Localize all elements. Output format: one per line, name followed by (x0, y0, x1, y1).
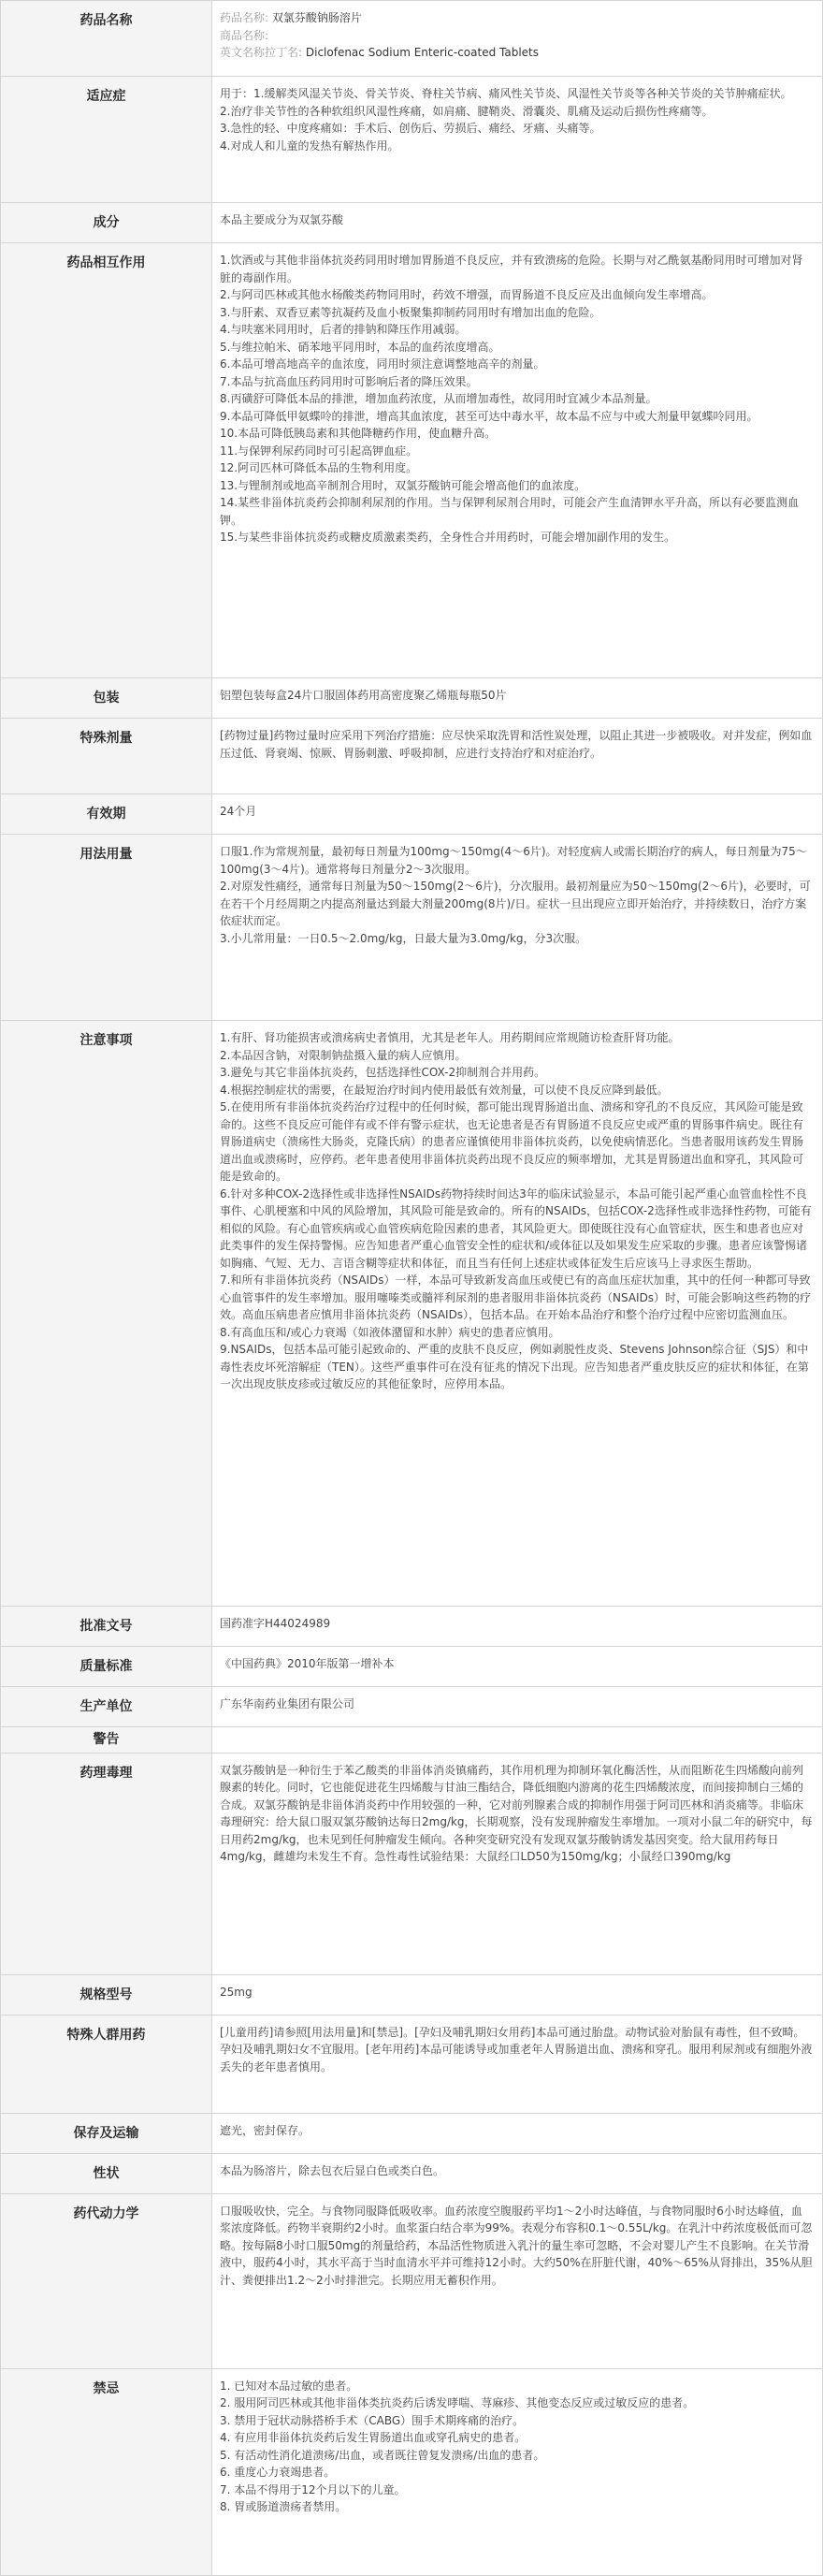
label-pharmacokinetics: 药代动力学 (1, 2193, 212, 2368)
row-interaction (1, 243, 823, 678)
row-overdose (1, 719, 823, 794)
value-spec: 25mg (212, 1974, 823, 2015)
label-drug-name: 药品名称 (1, 1, 212, 77)
interaction-item: 8.丙磺舒可降低本品的排泄，增加血药浓度，从而增加毒性，故同用时宜减少本品剂量。 (220, 392, 657, 405)
label-special-population: 特殊人群用药 (1, 2015, 212, 2113)
row-dosage (1, 835, 823, 1021)
contraindication-item: 5. 有活动性消化道溃疡/出血，或者既往曾复发溃疡/出血的患者。 (220, 2448, 545, 2462)
generic-name-line (220, 9, 813, 27)
label-contraindications: 禁忌 (1, 2368, 212, 2575)
row-indication (1, 77, 823, 203)
value-interaction (212, 243, 823, 678)
dosage-item: 3.小儿常用量：一日0.5～2.0mg/kg，日最大量为3.0mg/kg，分3次服。 (220, 931, 587, 945)
interaction-item: 3.与肝素、双香豆素等抗凝药及血小板聚集抑制药同用时有增加出血的危险。 (220, 305, 601, 319)
value-property: 本品为肠溶片，除去包衣后显白色或类白色。 (212, 2153, 823, 2193)
precaution-item: 7.和所有非甾体抗炎药（NSAIDs）一样，本品可导致新发高血压或使已有的高血压症状加重，其中的任何一种都可导致心血管事件的发生率增加。服用噻嗪类或髓袢利尿剂的患者服用非甾体抗炎药（NSAIDs）时，可能会影响这些药物的疗效。高血压病患者应慎用非甾体抗炎药（NSAIDs），包括本品。在开始本品治疗和整个治疗过程中应密切监测血压。 (220, 1273, 812, 1321)
interaction-item: 5.与维拉帕米、硝苯地平同用时，本品的血药浓度增高。 (220, 340, 500, 354)
label-pharmacology: 药理毒理 (1, 1753, 212, 1974)
label-validity: 有效期 (1, 794, 212, 835)
interaction-item: 4.与呋塞米同用时，后者的排钠和降压作用减弱。 (220, 323, 467, 336)
value-validity: 24个月 (212, 794, 823, 835)
row-pharmacology (1, 1753, 823, 1974)
label-indication: 适应症 (1, 77, 212, 203)
row-special-population (1, 2015, 823, 2113)
precaution-item: 2.本品因含钠，对限制钠盐摄入量的病人应慎用。 (220, 1048, 467, 1062)
precaution-item: 5.在使用所有非甾体抗炎药治疗过程中的任何时候，都可能出现胃肠道出血、溃疡和穿孔的不良反应，其风险可能是致命的。这些不良反应可能伴有或不伴有警示症状，也无论患者是否有胃肠道不良反应史或严重的胃肠事件病史。既往有胃肠道病史（溃疡性大肠炎，克隆氏病）的患者应谨慎使用非甾体抗炎药，以免使病情恶化。当患者服用该药发生胃肠道出血或溃疡时，应停药。老年患者使用非甾体抗炎药出现不良反应的频率增加，尤其是胃肠道出血和穿孔，其风险可能是致命的。 (220, 1100, 804, 1183)
contraindication-item: 4. 有应用非甾体抗炎药后发生胃肠道出血或穿孔病史的患者。 (220, 2431, 527, 2444)
row-property (1, 2153, 823, 2193)
label-overdose: 特殊剂量 (1, 719, 212, 794)
label-ingredient: 成分 (1, 203, 212, 243)
precaution-item: 1.有肝、肾功能损害或溃疡病史者慎用，尤其是老年人。用药期间应常规随访检查肝肾功能。 (220, 1031, 680, 1044)
contraindication-item: 3. 禁用于冠状动脉搭桥手术（CABG）围手术期疼痛的治疗。 (220, 2413, 525, 2427)
value-contraindications (212, 2368, 823, 2575)
label-approval: 批准文号 (1, 1607, 212, 1647)
precaution-item: 6.针对多种COX-2选择性或非选择性NSAIDs药物持续时间达3年的临床试验显示，本品可能引起严重心血管血栓性不良事件、心肌梗塞和中风的风险增加，其风险可能是致命的。所有的NSAIDs，包括COX-2选择性或非选择性药物，可能有相似的风险。有心血管疾病或心血管疾病危险因素的患者，其风险更大。即使既往没有心血管症状，医生和患者也应对此类事件的发生保持警惕。应告知患者严重心血管安全性的症状和/或体征以及如果发生应采取的步骤。患者应该警惕诸如胸痛、气短、无力、言语含糊等症状和体征，而且当有任何上述症状或体征发生后应该马上寻求医生帮助。 (220, 1186, 812, 1270)
precaution-item: 3.避免与其它非甾体抗炎药，包括选择性COX-2抑制剂合并用药。 (220, 1066, 546, 1079)
row-package (1, 678, 823, 719)
label-warning: 警告 (1, 1727, 212, 1754)
label-manufacturer: 生产单位 (1, 1687, 212, 1727)
value-dosage (212, 835, 823, 1021)
value-overdose: [药物过量]药物过量时应采用下列治疗措施：应尽快采取洗胃和活性炭处理，以阻止其进一步被吸收。对并发症，例如血压过低、肾衰竭、惊厥、胃肠刺激、呼吸抑制，应进行支持治疗和对症治疗。 (212, 719, 823, 794)
row-standard (1, 1647, 823, 1687)
precaution-item: 8.有高血压和/或心力衰竭（如液体潴留和水肿）病史的患者应慎用。 (220, 1325, 560, 1339)
interaction-item: 13.与锂制剂或地高辛制剂合用时，双氯芬酸钠可能会增高他们的血浓度。 (220, 478, 586, 492)
value-storage: 遮光，密封保存。 (212, 2113, 823, 2153)
interaction-item: 6.本品可增高地高辛的血浓度，同用时须注意调整地高辛的剂量。 (220, 357, 545, 371)
row-pharmacokinetics (1, 2193, 823, 2368)
interaction-item: 12.阿司匹林可降低本品的生物利用度。 (220, 461, 418, 474)
label-spec: 规格型号 (1, 1974, 212, 2015)
row-contraindications (1, 2368, 823, 2575)
label-property: 性状 (1, 2153, 212, 2193)
trade-name-line (220, 27, 813, 45)
interaction-item: 11.与保钾利尿药同时可引起高钾血症。 (220, 444, 418, 458)
value-manufacturer: 广东华南药业集团有限公司 (212, 1687, 823, 1727)
value-indication (212, 77, 823, 203)
contraindication-item: 7. 本品不得用于12个月以下的儿童。 (220, 2482, 406, 2496)
indication-item: 用于：1.缓解类风湿关节炎、骨关节炎、脊柱关节病、痛风性关节炎、风湿性关节炎等各种关节炎的关节肿痛症状。 (220, 87, 792, 100)
value-drug-name (212, 1, 823, 77)
contraindication-item: 1. 已知对本品过敏的患者。 (220, 2379, 358, 2393)
row-approval (1, 1607, 823, 1647)
label-dosage: 用法用量 (1, 835, 212, 1021)
dosage-item: 2.对原发性痛经，通常每日剂量为50～150mg(2～6片)，分次服用。最初剂量应为50～150mg(2～6片)，必要时，可在若干个月经周期之内提高剂量达到最大剂量200mg(8片)/日。症状一旦出现应立即开始治疗，并持续数日，治疗方案依症状而定。 (220, 880, 811, 927)
row-manufacturer (1, 1687, 823, 1727)
value-approval: 国药准字H44024989 (212, 1607, 823, 1647)
value-pharmacokinetics: 口服吸收快，完全。与食物同服降低吸收率。血药浓度空腹服药平均1～2小时达峰值，与食物同服时6小时达峰值，血浆浓度降低。药物半衰期约2小时。血浆蛋白结合率为99%。表观分布容积0.1～0.55L/kg。在乳汁中药浓度极低而可忽略。按每隔8小时口服50mg的剂量给药，本品活性物质进入乳汁的量生率可忽略，不会对婴儿产生不良影响。在关节滑液中，服药4小时，其水平高于当时血清水平并可维持12小时。大约50%在肝脏代谢，40%～65%从肾排出，35%从胆汁、粪便排出1.2～2小时排泄完。长期应用无蓄积作用。 (212, 2193, 823, 2368)
label-storage: 保存及运输 (1, 2113, 212, 2153)
dosage-item: 口服1.作为常规剂量，最初每日剂量为100mg～150mg(4～6片)。对轻度病人或需长期治疗的病人，每日剂量为75～100mg(3～4片)。通常将每日剂量分2～3次服用。 (220, 845, 807, 876)
contraindication-item: 2. 服用阿司匹林或其他非甾体类抗炎药后诱发哮喘、荨麻疹、其他变态反应或过敏反应的患者。 (220, 2396, 695, 2409)
row-spec (1, 1974, 823, 2015)
english-name-line (220, 44, 813, 62)
interaction-item: 10.本品可降低胰岛素和其他降糖药作用，使血糖升高。 (220, 427, 497, 440)
label-interaction: 药品相互作用 (1, 243, 212, 678)
trade-name-key: 商品名称: (220, 28, 269, 42)
interaction-item: 1.饮酒或与其他非甾体抗炎药同用时增加胃肠道不良反应，并有致溃疡的危险。长期与对乙酰氨基酚同用时可增加对肾脏的毒副作用。 (220, 254, 803, 284)
row-warning (1, 1727, 823, 1754)
row-validity (1, 794, 823, 835)
indication-item: 4.对成人和儿童的发热有解热作用。 (220, 138, 399, 153)
label-package: 包装 (1, 678, 212, 719)
indication-item: 3.急性的轻、中度疼痛如：手术后、创伤后、劳损后、痛经、牙痛、头痛等。 (220, 122, 601, 135)
row-precautions (1, 1021, 823, 1607)
row-drug-name (1, 1, 823, 77)
interaction-item: 7.本品与抗高血压药同用时可影响后者的降压效果。 (220, 374, 478, 388)
interaction-item: 15.与某些非甾体抗炎药或糖皮质激素类药，全身性合并用药时，可能会增加副作用的发生。 (220, 531, 676, 544)
value-pharmacology: 双氯芬酸钠是一种衍生于苯乙酸类的非甾体消炎镇痛药，其作用机理为抑制环氧化酶活性，从而阻断花生四烯酸向前列腺素的转化。同时，它也能促进花生四烯酸与甘油三酯结合，降低细胞内游离的花生四烯酸浓度，而间接抑制白三烯的合成。双氯芬酸钠是非甾体消炎药中作用较强的一种，它对前列腺素合成的抑制作用强于阿司匹林和消炎痛等。非临床毒理研究：给大鼠口服双氯芬酸钠达每日2mg/kg，长期观察，没有发现肿瘤发生率增加。一项对小鼠二年的研究中，每日用药2mg/kg，也未见到任何肿瘤发生倾向。各种突变研究没有发现双氯芬酸钠诱发基因突变。给大鼠用药每日4mg/kg，雌雄均未发生不育。急性毒性试验结果：大鼠经口LD50为150mg/kg；小鼠经口390mg/kg (212, 1753, 823, 1974)
row-storage (1, 2113, 823, 2153)
precaution-item: 4.根据控制症状的需要，在最短治疗时间内使用最低有效剂量，可以使不良反应降到最低。 (220, 1083, 669, 1097)
label-precautions: 注意事项 (1, 1021, 212, 1607)
value-warning (212, 1727, 823, 1754)
interaction-item: 2.与阿司匹林或其他水杨酸类药物同用时，药效不增强，而胃肠道不良反应及出血倾向发生率增高。 (220, 288, 714, 301)
english-name-value: Diclofenac Sodium Enteric-coated Tablets (305, 46, 539, 59)
row-ingredient (1, 203, 823, 243)
interaction-item: 14.某些非甾体抗炎药会抑制利尿剂的作用。当与保钾利尿剂合用时，可能会产生血清钾水平升高，所以有必要监测血钾。 (220, 496, 800, 527)
contraindication-item: 6. 重度心力衰竭患者。 (220, 2466, 336, 2479)
precaution-item: 9.NSAIDs，包括本品可能引起致命的、严重的皮肤不良反应，例如剥脱性皮炎、Stevens Johnson综合征（SJS）和中毒性表皮坏死溶解症（TEN）。这些严重事件可在没有征兆的情况下出现。应告知患者严重皮肤反应的症状和体征，在第一次出现皮肤皮疹或过敏反应的其他征象时，应停用本品。 (220, 1343, 809, 1390)
generic-name-key: 药品名称: (220, 11, 269, 24)
value-precautions (212, 1021, 823, 1607)
generic-name-value: 双氯芬酸钠肠溶片 (271, 11, 362, 24)
value-standard: 《中国药典》2010年版第一增补本 (212, 1647, 823, 1687)
value-ingredient: 本品主要成分为双氯芬酸 (212, 203, 823, 243)
contraindication-item: 8. 胃或肠道溃疡者禁用。 (220, 2500, 347, 2513)
value-special-population: [儿童用药]请参照[用法用量]和[禁忌]。[孕妇及哺乳期妇女用药]本品可通过胎盘。动物试验对胎鼠有毒性，但不致畸。孕妇及哺乳期妇女不宜服用。[老年用药]本品可能诱导或加重老年人胃肠道出血、溃疡和穿孔。服用利尿剂或有细胞外液丢失的老年患者慎用。 (212, 2015, 823, 2113)
indication-item: 2.治疗非关节性的各种软组织风湿性疼痛，如肩痛、腱鞘炎、滑囊炎、肌痛及运动后损伤性疼痛等。 (220, 104, 714, 118)
interaction-item: 9.本品可降低甲氨蝶呤的排泄，增高其血浓度，甚至可达中毒水平，故本品不应与中或大剂量甲氨蝶呤同用。 (220, 409, 758, 423)
value-package: 铝塑包装每盒24片口服固体药用高密度聚乙烯瓶每瓶50片 (212, 678, 823, 719)
english-name-key: 英文名称拉丁名: (220, 46, 303, 59)
label-standard: 质量标准 (1, 1647, 212, 1687)
